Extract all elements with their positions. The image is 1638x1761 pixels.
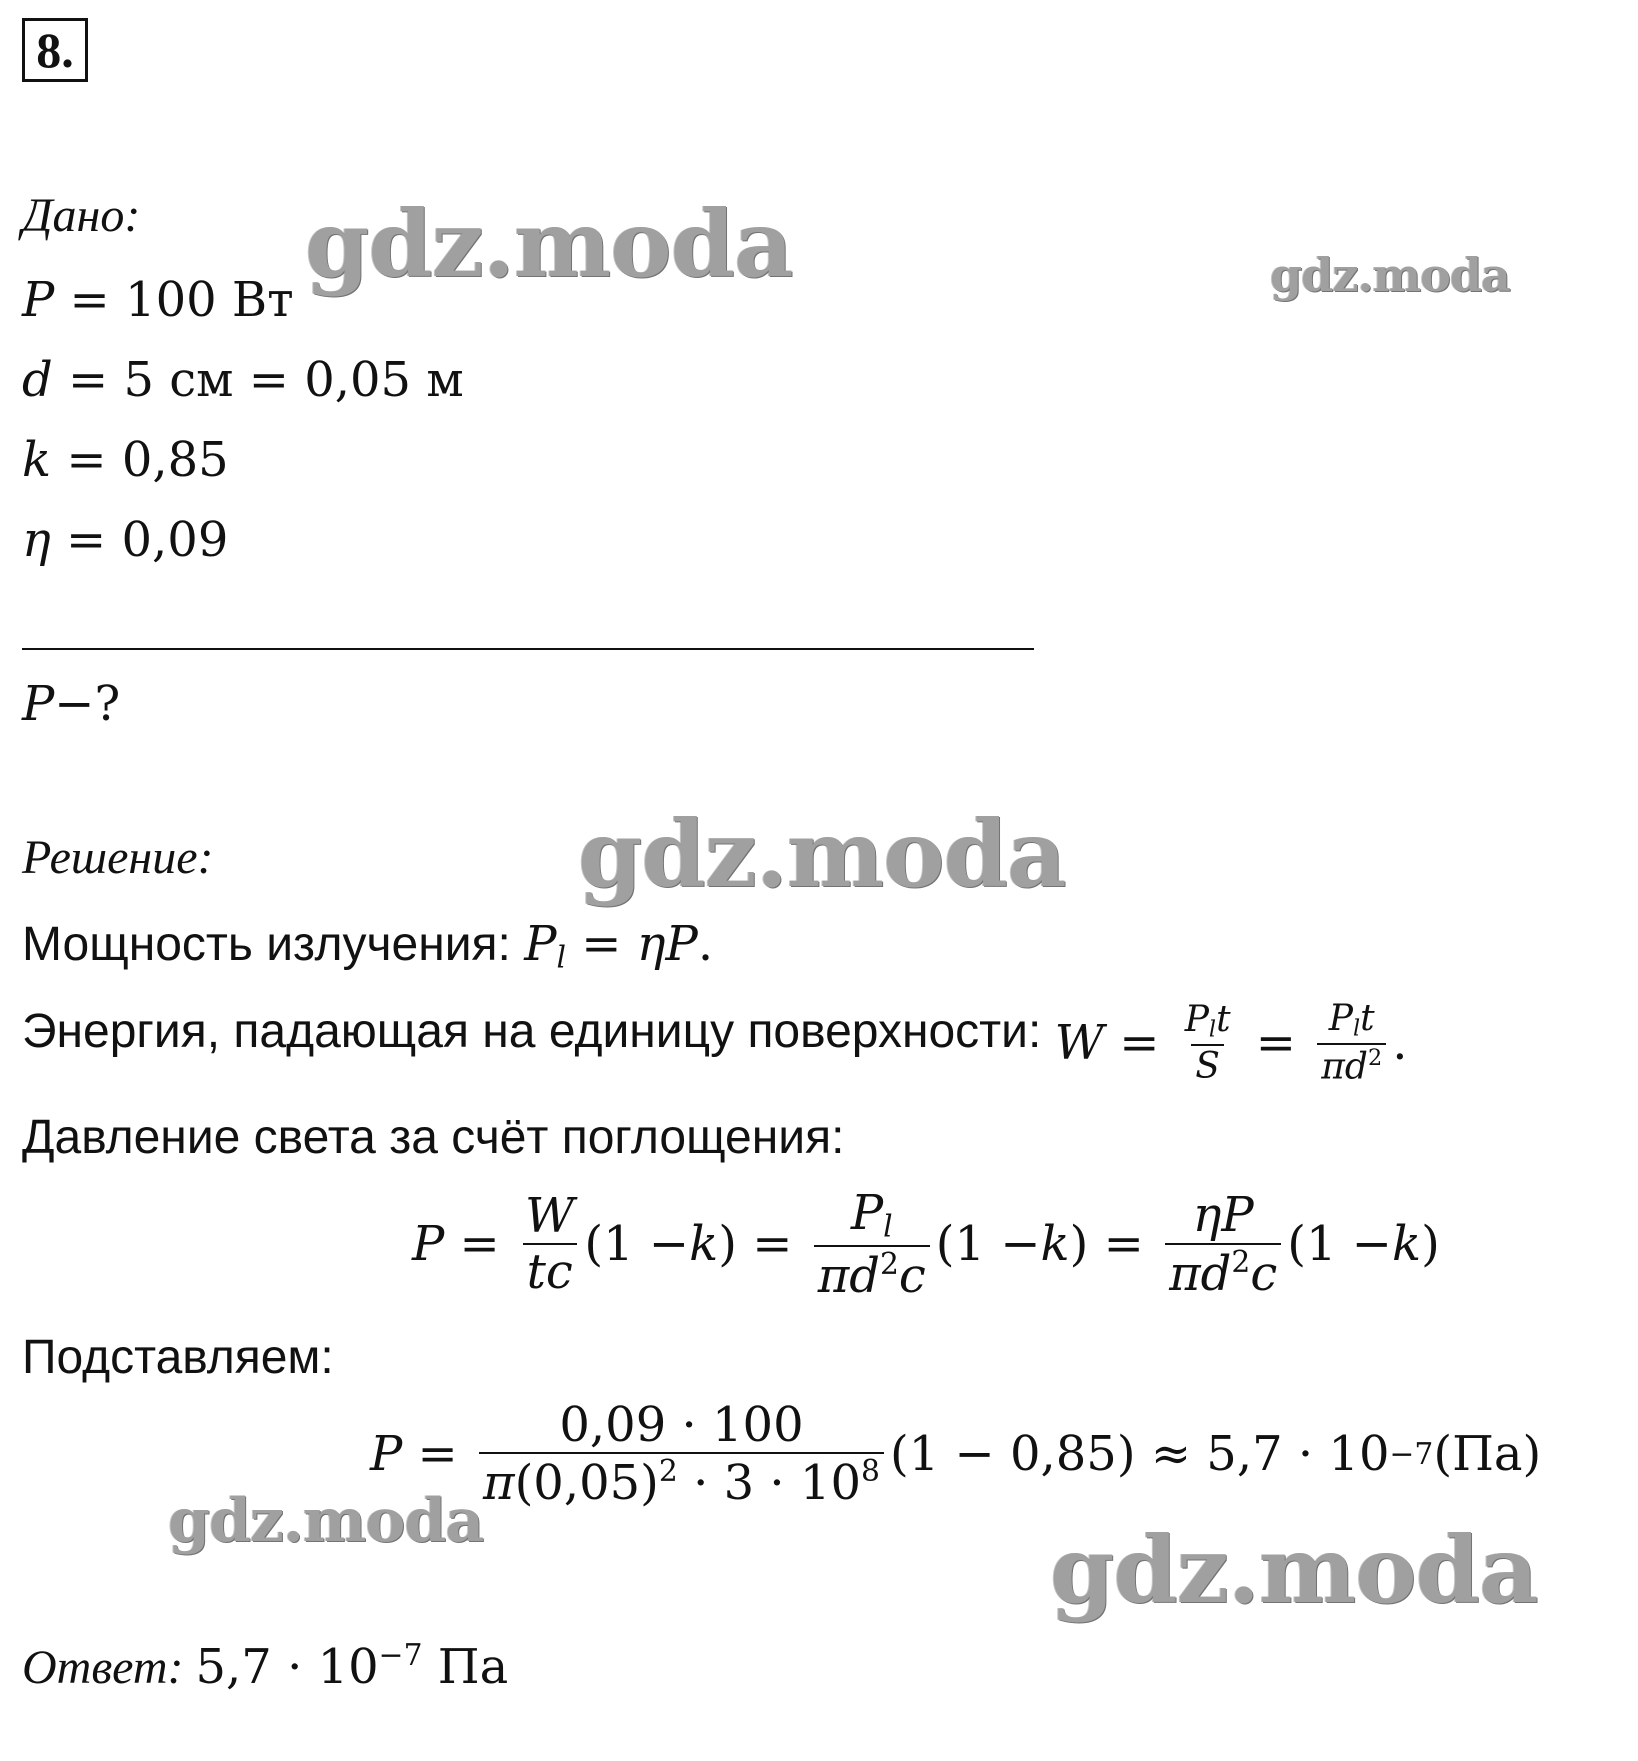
pressure-intro-line: Давление света за счёт поглощения: — [22, 1111, 845, 1164]
given-divider — [22, 648, 1034, 650]
given-heading-line: Дано: — [22, 189, 141, 242]
energy-line: Энергия, падающая на единицу поверхности: W = $\frac{P_lt}{S}$ = $\frac{P_lt}{\pi d^2}$ . — [22, 998, 1408, 1088]
given-heading: Дано — [22, 189, 125, 242]
given-line-diameter: d = 5 см = 0,05 м — [22, 352, 464, 408]
solution-heading-line: Решение: — [22, 831, 214, 884]
given-line-reflection: k = 0,85 — [22, 432, 229, 488]
watermark: gdz.moda — [305, 190, 793, 298]
substitute-line: Подставляем: — [22, 1331, 334, 1384]
given-line-efficiency: η = 0,09 — [22, 512, 229, 568]
given-line-power: P = 100 Вт — [22, 272, 294, 328]
task-number: 8. — [22, 18, 88, 82]
pressure-formula: P = $\frac{W}{tc}$ (1 − k ) = $\frac{P_l}{\pi d^2c}$ (1 − k ) = $\frac{\eta P}{\pi d^2c}$ (1 − k ) — [412, 1185, 1440, 1304]
watermark: gdz.moda — [578, 800, 1066, 908]
find-line: P−? — [22, 676, 121, 732]
watermark: gdz.moda — [168, 1486, 484, 1556]
answer-heading: Ответ — [22, 1640, 168, 1694]
answer-line: Ответ: $5,7 \cdot 10^{-7}$ Па — [22, 1638, 509, 1695]
radiation-power-line: Мощность излучения: $P_l = \eta P$. — [22, 916, 714, 976]
substitution-formula: P = $\frac{0,09 \cdot 100}{\pi(0,05)^2 \cdot 3 \cdot 10^8}$ (1 − 0,85) ≈ 5,7 · 10 −7 (Па) — [370, 1397, 1542, 1512]
solution-heading: Решение — [22, 831, 198, 884]
watermark: gdz.moda — [1270, 248, 1510, 302]
watermark: gdz.moda — [1050, 1516, 1538, 1624]
